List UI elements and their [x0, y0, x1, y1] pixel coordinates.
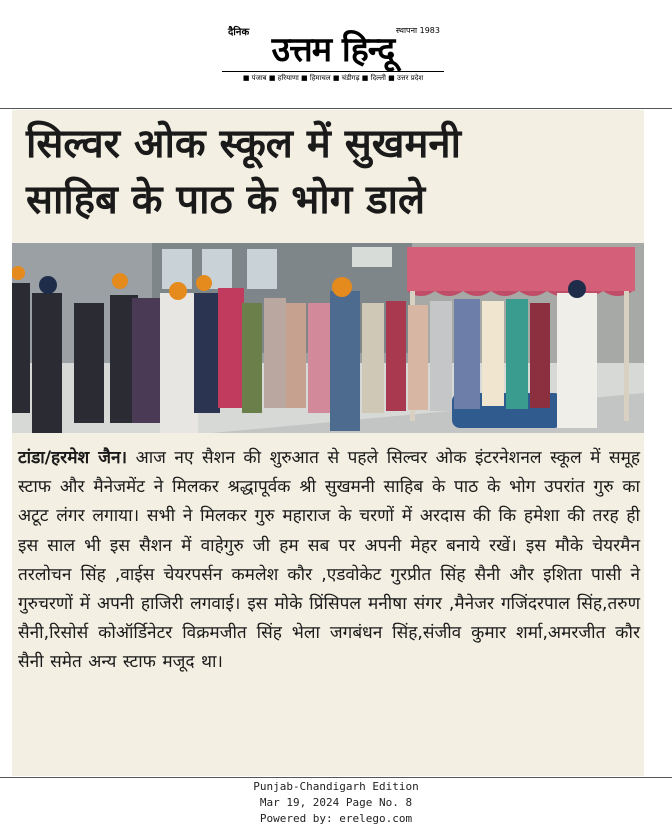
masthead	[0, 0, 672, 108]
headline-line-1: सिल्वर ओक स्कूल में सुखमनी	[26, 121, 461, 167]
footer-date-page: Mar 19, 2024 Page No. 8	[259, 796, 413, 809]
article-dateline: टांडा/हरमेश जैन।	[18, 448, 128, 468]
article-text: आज नए सैशन की शुरुआत से पहले सिल्वर ओक इंटरनेशनल स्कूल में समूह स्टाफ और मैनेजमेंट ने मिलकर श्रद्धापूर्वक श्री सुखमनी साहिब के पाठ के भोग उपरांत गुरु का अटूट लंगर लगाया। सभी ने मिलकर गुरु महाराज के चरणों में अरदास की कि हमेशा की तरह ही इस साल भी इस सैशन में वाहेगुरु जी हम सब पर अपनी मेहर बनाये रखें। इस मौके चेयरमैन तरलोचन सिंह ,वाईस चेयरपर्सन कमलेश कौर ,एडवोकेट गुरप्रीत सिंह सैनी और इशिता पासी ने गुरुचरणों में अपनी हाजिरी लगवाई। इस मोके प्रिंसिपल मनीषा संगर ,मैनेजर गजिंदरपाल सिंह,तरुण सैनी,रिसोर्स कोऑर्डिनेटर विक्रमजीत सिंह भेला जगबंधन सिंह,संजीव कुमार शर्मा,अमरजीत कौर सैनी समेत अन्य स्टाफ मजूद था।	[18, 448, 640, 673]
masthead-dainik: दैनिक	[228, 27, 250, 38]
photo-illustration	[12, 243, 644, 433]
masthead-editions: ■ पंजाब ■ हरियाणा ■ हिमाचल ■ चंडीगढ़ ■ दिल्ली ■ उत्तर प्रदेश	[222, 71, 444, 83]
article-headline	[26, 116, 626, 228]
article-photo	[12, 243, 644, 433]
footer-edition: Punjab-Chandigarh Edition	[253, 780, 419, 793]
page-footer	[0, 779, 672, 827]
news-clipping	[12, 110, 644, 776]
top-divider	[0, 108, 672, 109]
newspaper-logo	[222, 24, 444, 86]
masthead-established: स्थापना 1983	[395, 26, 440, 35]
article-body	[18, 444, 640, 678]
headline-line-2: साहिब के पाठ के भोग डाले	[26, 177, 426, 223]
masthead-title: उत्तम हिन्दू	[271, 30, 395, 70]
bottom-divider	[0, 777, 672, 778]
footer-powered-by[interactable]: Powered by: erelego.com	[259, 812, 413, 825]
